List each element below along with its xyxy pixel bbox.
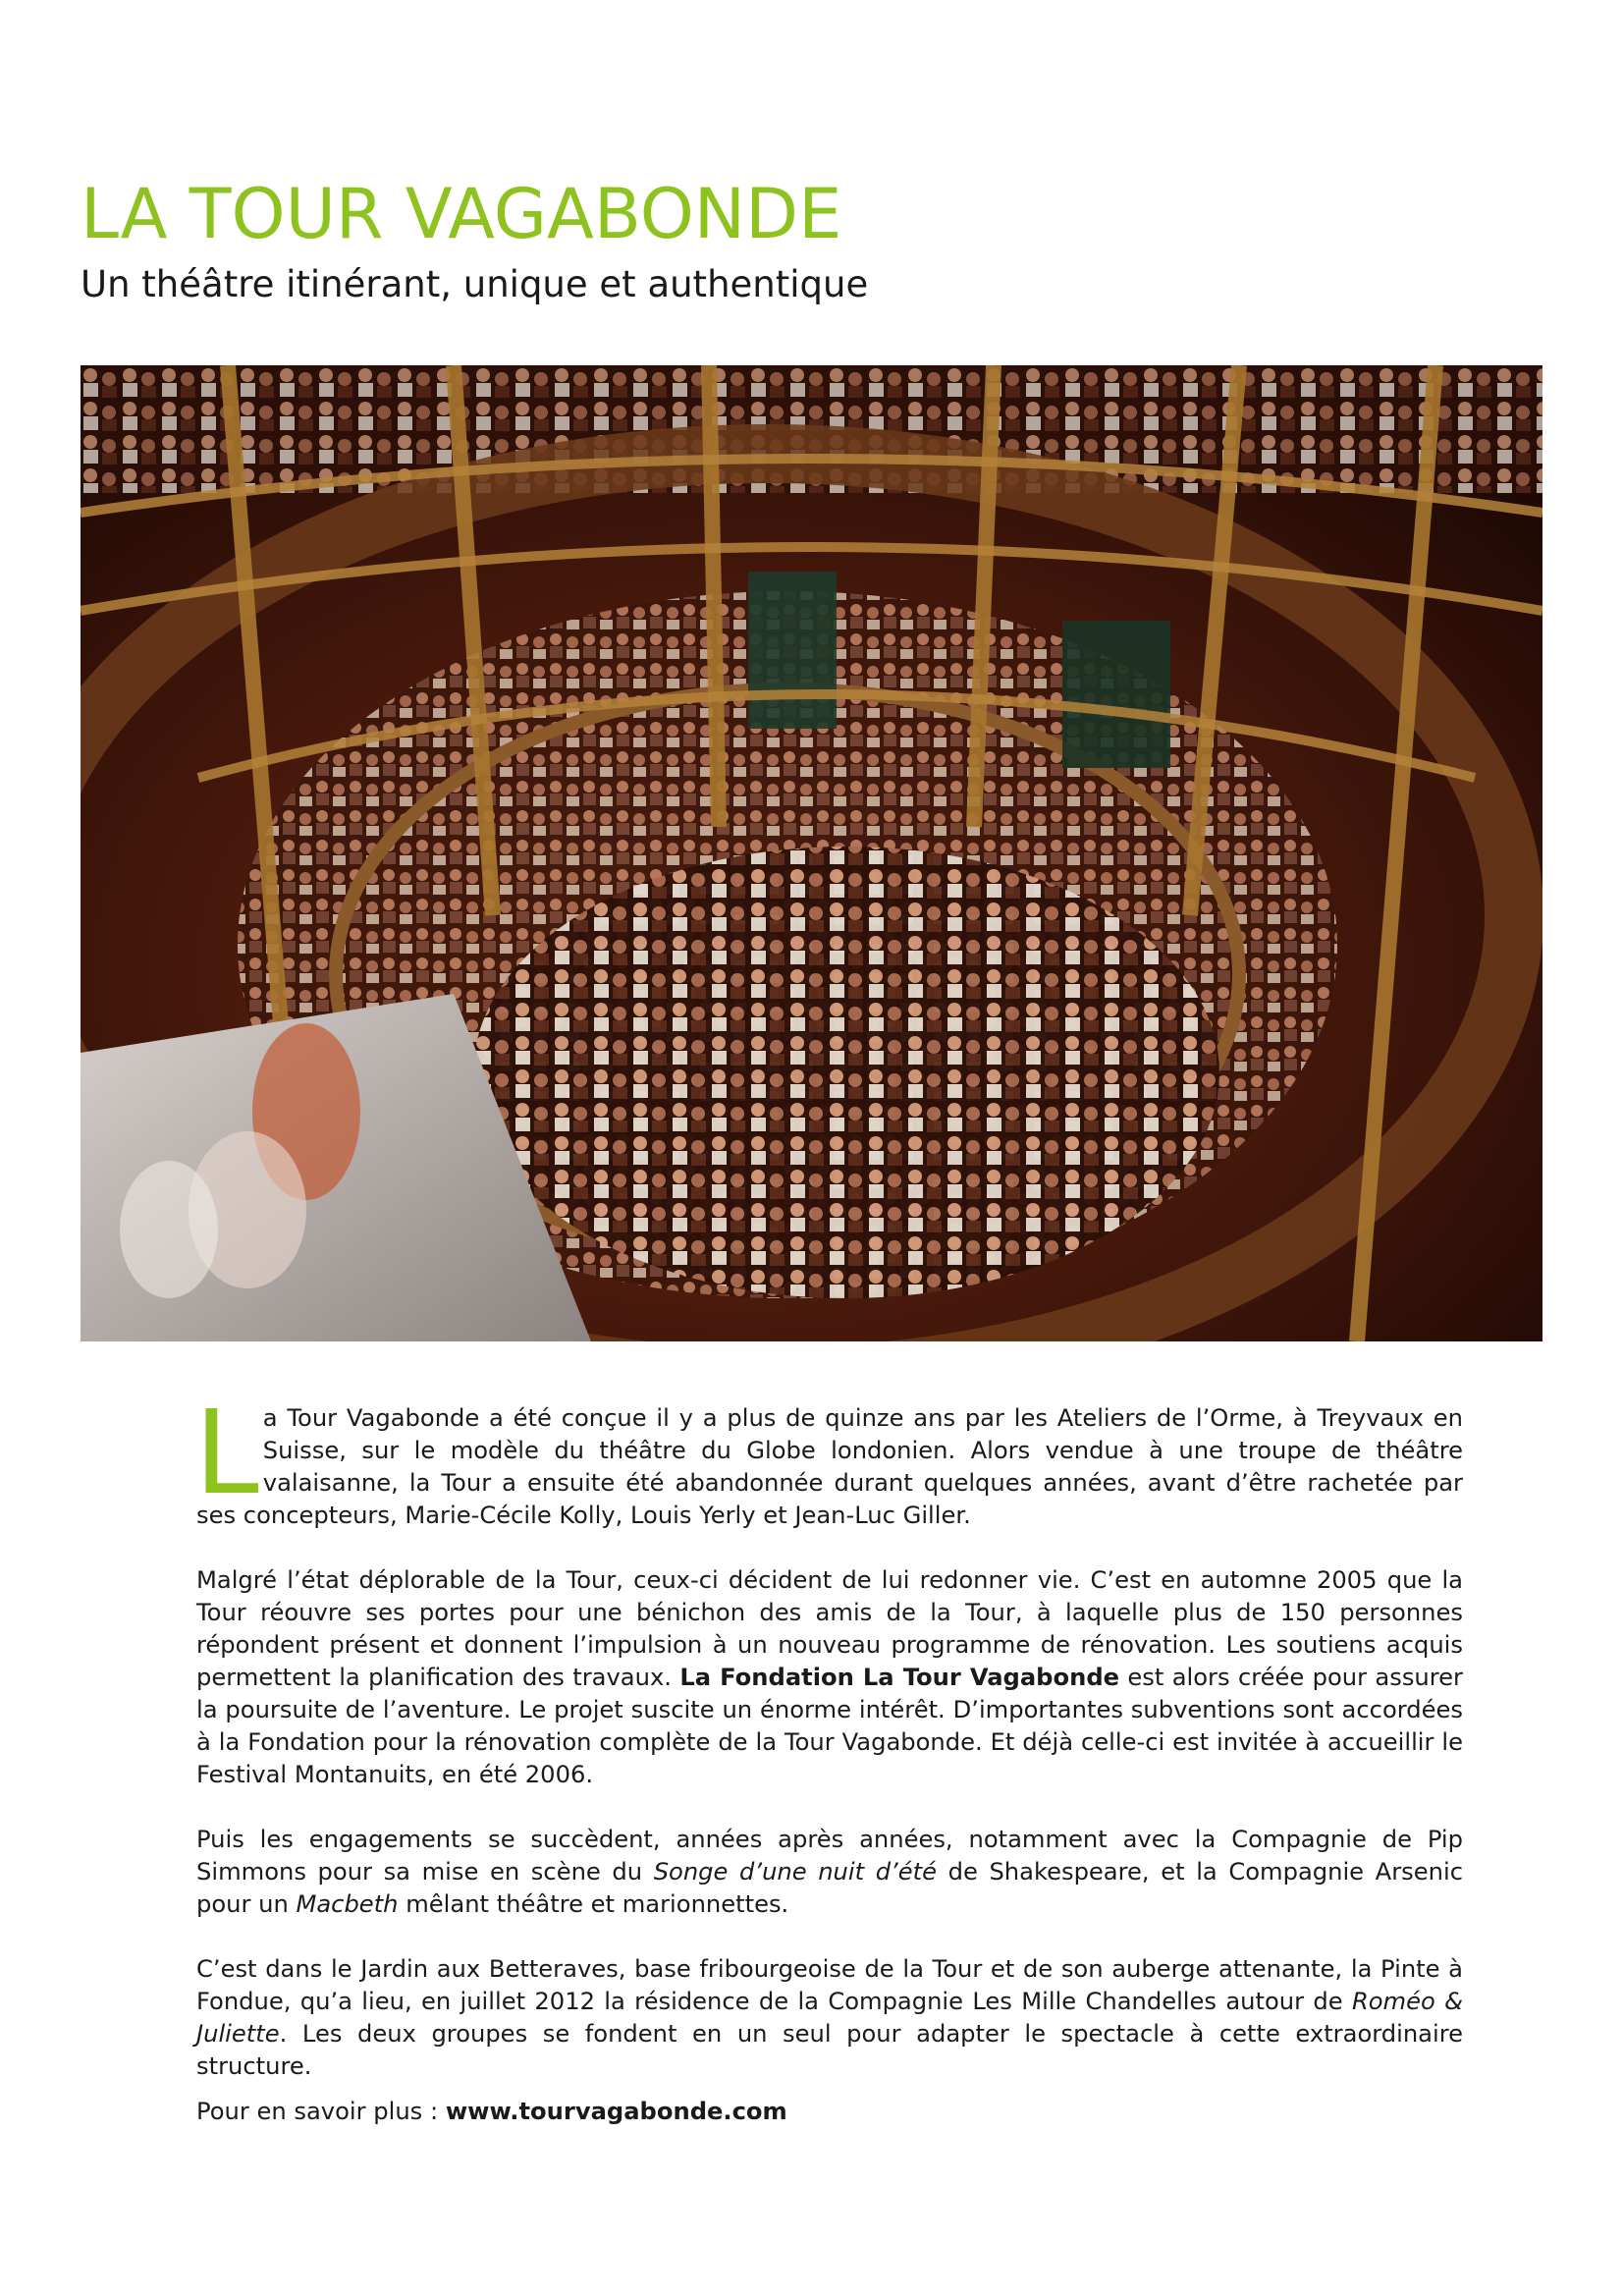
website-link[interactable]: www.tourvagabonde.com — [445, 2098, 787, 2125]
paragraph-3-text-a: Puis les engagements se succèdent, années après années, notamment avec la Compagnie de Pip Simmons pour sa mise en scène du — [196, 1826, 1463, 1886]
paragraph-1 — [194, 1385, 1463, 1532]
paragraph-2-text-b: est alors créée pour assurer la poursuite de l’aventure. Le projet suscite un énorme intérêt. D’importantes subventions sont accordées à la Fondation pour la rénovation complète de la Tour Vagabonde. Et déjà celle-ci est invitée à accueillir le Festival Montanuits, en été 2006. — [196, 1664, 1463, 1788]
paragraph-1-text: a Tour Vagabonde a été conçue il y a plus de quinze ans par les Ateliers de l’Orme, à Treyvaux en Suisse, sur le modèle du théâtre du Globe londonien. Alors vendue à une troupe de théâtre valaisanne, la Tour a ensuite été abandonnée durant quelques années, avant d’être rachetée par ses concepteurs, Marie-Cécile Kolly, Louis Yerly et Jean-Luc Giller. — [196, 1404, 1463, 1529]
more-info-line — [196, 2096, 787, 2128]
theatre-interior-illustration — [81, 365, 1542, 1341]
drop-cap: L — [194, 1385, 259, 1520]
paragraph-3-text-c: mêlant théâtre et marionnettes. — [398, 1890, 789, 1918]
paragraph-4-text-a: C’est dans le Jardin aux Betteraves, base fribourgeoise de la Tour et de son auberge attenante, la Pinte à Fondue, qu’a lieu, en juillet 2012 la résidence de la Compagnie Les Mille Chandelles autour de — [196, 1955, 1463, 2015]
page-title: LA TOUR VAGABONDE — [81, 174, 842, 254]
hero-photo — [81, 365, 1542, 1341]
foundation-name: La Fondation La Tour Vagabonde — [679, 1664, 1120, 1691]
play-title-songe: Songe d’une nuit d’été — [653, 1858, 937, 1886]
paragraph-4-text-b: . Les deux groupes se fondent en un seul pour adapter le spectacle à cette extraordinaire structure. — [196, 2020, 1463, 2080]
paragraph-2 — [196, 1564, 1463, 1791]
paragraph-2-text-a: Malgré l’état déplorable de la Tour, ceux-ci décident de lui redonner vie. C’est en automne 2005 que la Tour réouvre ses portes pour une bénichon des amis de la Tour, à laquelle plus de 150 personnes répondent présent et donnent l’impulsion à un nouveau programme de rénovation. Les soutiens acquis permettent la planification des travaux. — [196, 1566, 1463, 1691]
play-title-romeo: Roméo & Juliette — [196, 1988, 1463, 2048]
more-info-label: Pour en savoir plus : — [196, 2098, 446, 2125]
play-title-macbeth: Macbeth — [296, 1890, 399, 1918]
page-subtitle: Un théâtre itinérant, unique et authentique — [81, 263, 869, 305]
article-body — [194, 1385, 1463, 2083]
paragraph-4 — [196, 1953, 1463, 2083]
paragraph-3-text-b: de Shakespeare, et la Compagnie Arsenic pour un — [196, 1858, 1463, 1918]
paragraph-3 — [196, 1824, 1463, 1921]
